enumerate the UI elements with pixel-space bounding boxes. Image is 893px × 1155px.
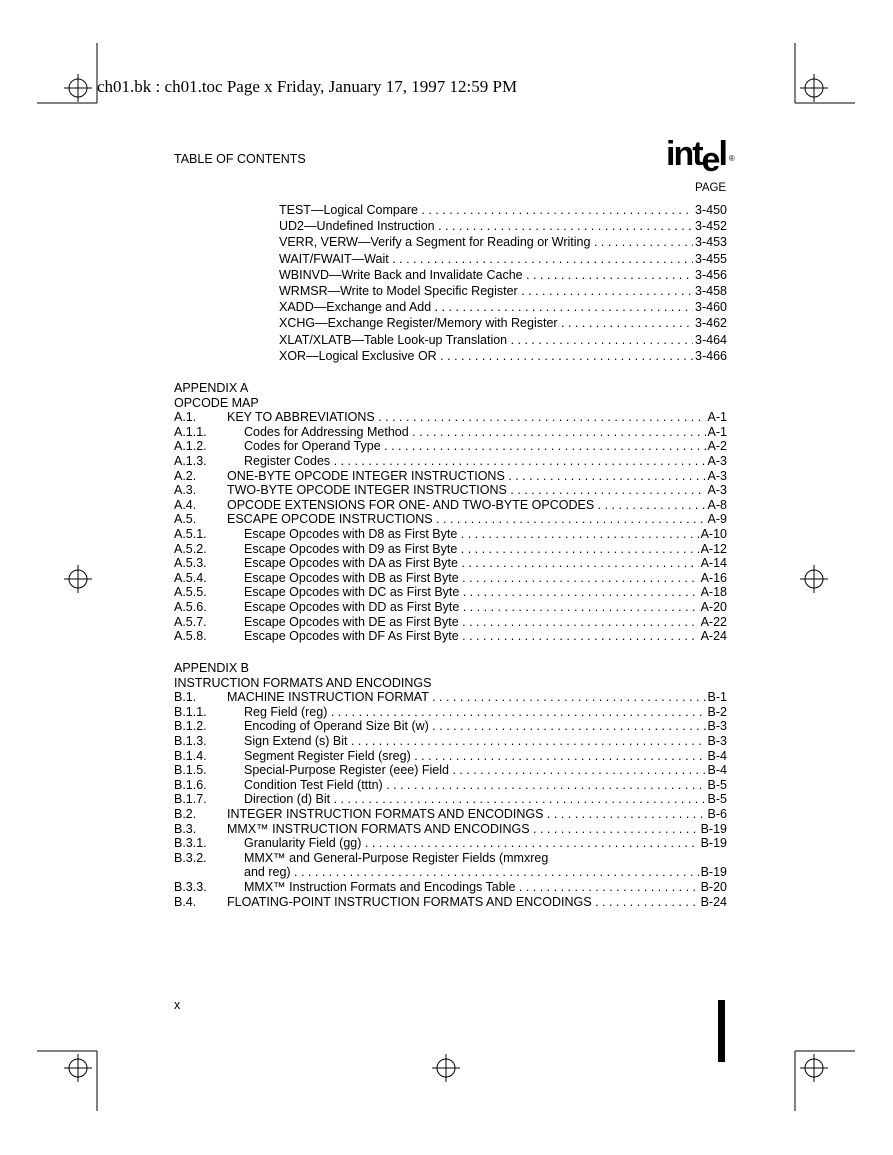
toc-entry-page: A-3 bbox=[707, 483, 727, 498]
toc-entry[interactable] bbox=[174, 425, 727, 440]
toc-entry[interactable] bbox=[279, 235, 727, 250]
toc-entry[interactable] bbox=[174, 807, 727, 822]
toc-entry-title: and reg) . . . bbox=[244, 865, 727, 880]
toc-entry-number: B.1.4. bbox=[174, 748, 207, 763]
file-header: ch01.bk : ch01.toc Page x Friday, January 17, 1997 12:59 PM bbox=[97, 77, 518, 96]
toc-entry-title: Register Codes . . . bbox=[244, 454, 727, 469]
toc-entry-title: Segment Register Field (sreg) . . . bbox=[244, 749, 727, 764]
toc-entry-title: Codes for Operand Type . . . bbox=[244, 439, 727, 454]
toc-entry[interactable] bbox=[279, 284, 727, 299]
toc-entry-page: A-18 bbox=[700, 585, 727, 600]
appendix-subheading: OPCODE MAP bbox=[174, 395, 259, 410]
toc-entry-number: A.5.3. bbox=[174, 556, 207, 571]
toc-entry-page: 3-460 bbox=[695, 300, 727, 315]
toc-entry[interactable] bbox=[279, 252, 727, 267]
toc-entry[interactable] bbox=[174, 822, 727, 837]
toc-entry-page: B-6 bbox=[707, 807, 727, 821]
toc-entry-title: MMX™ Instruction Formats and Encodings Table . . . bbox=[244, 880, 727, 895]
toc-entry[interactable] bbox=[279, 333, 727, 348]
toc-title: TABLE OF CONTENTS bbox=[174, 152, 306, 166]
toc-entry-page: B-1 bbox=[707, 690, 727, 705]
toc-entry-title: Codes for Addressing Method . . . bbox=[244, 425, 727, 440]
toc-entry-title: Direction (d) Bit . . . bbox=[244, 792, 727, 807]
toc-entry-page: 3-453 bbox=[695, 235, 727, 250]
toc-entry-title: Sign Extend (s) Bit . . . bbox=[244, 734, 727, 749]
toc-entry-number: B.1.1. bbox=[174, 704, 207, 719]
toc-entry-number: B.1.6. bbox=[174, 777, 207, 792]
toc-entry-title: Granularity Field (gg) . . . bbox=[244, 836, 727, 851]
toc-entry-number: A.3. bbox=[174, 483, 197, 498]
toc-entry-number: A.1. bbox=[174, 410, 197, 425]
toc-entry-page: A-16 bbox=[700, 570, 727, 585]
toc-entry-title: FLOATING-POINT INSTRUCTION FORMATS AND ENCODINGS . . . bbox=[227, 895, 727, 910]
toc-entry-title: Encoding of Operand Size Bit (w) . . . bbox=[244, 719, 727, 734]
toc-entry[interactable] bbox=[174, 615, 727, 630]
toc-entry-number: A.5.1. bbox=[174, 527, 207, 541]
toc-entry[interactable] bbox=[174, 836, 727, 851]
toc-entry-page: 3-455 bbox=[695, 251, 727, 266]
toc-entry[interactable] bbox=[174, 600, 727, 615]
toc-entry[interactable] bbox=[174, 734, 727, 749]
toc-entry[interactable] bbox=[174, 880, 727, 895]
toc-entry-page: A-1 bbox=[707, 424, 727, 439]
toc-entry[interactable] bbox=[174, 763, 727, 778]
toc-entry-title: WAIT/FWAIT—Wait . . . bbox=[279, 252, 727, 267]
toc-entry[interactable] bbox=[174, 469, 727, 484]
toc-entry-title: Condition Test Field (tttn) . . . bbox=[244, 778, 727, 793]
toc-entry-number: B.3.2. bbox=[174, 850, 207, 865]
toc-entry[interactable] bbox=[174, 719, 727, 734]
toc-entry-title: Escape Opcodes with DE as First Byte . . . bbox=[244, 615, 727, 630]
toc-entry-title: WBINVD—Write Back and Invalidate Cache . . . bbox=[279, 268, 727, 283]
toc-entry-page: A-12 bbox=[700, 541, 727, 556]
toc-entry-number: A.5.5. bbox=[174, 585, 207, 600]
toc-entry-title: XADD—Exchange and Add . . . bbox=[279, 300, 727, 315]
toc-entry[interactable] bbox=[174, 542, 727, 557]
toc-entry-title: Escape Opcodes with D9 as First Byte . . . bbox=[244, 542, 727, 557]
toc-entry-number: B.3. bbox=[174, 821, 197, 836]
appendix-heading: APPENDIX A bbox=[174, 381, 249, 395]
toc-entry-title: Escape Opcodes with DB as First Byte . . . bbox=[244, 571, 727, 586]
toc-entry[interactable] bbox=[279, 300, 727, 315]
toc-entry-page: B-19 bbox=[700, 836, 727, 851]
toc-entry-number: A.5.7. bbox=[174, 614, 207, 629]
toc-entry-page: A-14 bbox=[700, 556, 727, 571]
toc-entry-number: A.5.2. bbox=[174, 541, 207, 556]
toc-entry[interactable] bbox=[174, 571, 727, 586]
toc-entry-page: B-19 bbox=[700, 865, 727, 880]
toc-entry-title: Escape Opcodes with DC as First Byte . . . bbox=[244, 585, 727, 600]
toc-entry-title: XCHG—Exchange Register/Memory with Register . . . bbox=[279, 316, 727, 331]
toc-entry-number: A.1.3. bbox=[174, 454, 207, 468]
toc-entry[interactable] bbox=[279, 219, 727, 234]
toc-entry-number: A.5. bbox=[174, 512, 197, 527]
toc-entry-number: A.5.6. bbox=[174, 600, 207, 614]
toc-entry-number: B.1. bbox=[174, 690, 197, 705]
toc-entry-page: B-5 bbox=[707, 777, 727, 792]
toc-entry-number: A.5.8. bbox=[174, 629, 207, 644]
toc-entry-page: B-5 bbox=[707, 792, 727, 807]
toc-entry-page: A-3 bbox=[707, 454, 727, 468]
toc-entry-page: A-8 bbox=[707, 497, 727, 512]
toc-entry-number: A.2. bbox=[174, 468, 197, 483]
toc-entry-title: KEY TO ABBREVIATIONS . . . bbox=[227, 410, 727, 425]
toc-entry-page: B-2 bbox=[707, 704, 727, 719]
toc-entry[interactable] bbox=[279, 316, 727, 331]
toc-entry-number: A.1.2. bbox=[174, 439, 207, 454]
toc-entry-title: ESCAPE OPCODE INSTRUCTIONS . . . bbox=[227, 512, 727, 527]
toc-entry[interactable] bbox=[279, 203, 727, 218]
toc-entry[interactable] bbox=[174, 498, 727, 513]
toc-entry-page: 3-452 bbox=[695, 219, 727, 234]
page-column-label: PAGE bbox=[695, 182, 727, 194]
toc-entry-number: B.3.1. bbox=[174, 836, 207, 851]
toc-entry-page: 3-462 bbox=[695, 316, 727, 331]
toc-entry[interactable] bbox=[174, 439, 727, 454]
toc-entry-title: MMX™ INSTRUCTION FORMATS AND ENCODINGS . . . bbox=[227, 822, 727, 837]
toc-entry-page: B-4 bbox=[707, 748, 727, 763]
toc-entry[interactable] bbox=[174, 895, 727, 910]
toc-entry[interactable] bbox=[174, 556, 727, 571]
toc-entry-page: A-10 bbox=[700, 527, 727, 541]
toc-entry-number: A.4. bbox=[174, 497, 197, 512]
toc-entry-title: Escape Opcodes with DA as First Byte . . . bbox=[244, 556, 727, 571]
toc-entry[interactable] bbox=[174, 629, 727, 644]
toc-entry-number: B.1.5. bbox=[174, 763, 207, 778]
toc-entry[interactable] bbox=[174, 851, 727, 866]
toc-entry-number: B.1.3. bbox=[174, 734, 207, 748]
toc-entry[interactable] bbox=[279, 268, 727, 283]
toc-entry-page: B-20 bbox=[700, 880, 727, 894]
toc-entry-page: A-24 bbox=[700, 629, 727, 644]
toc-entry-title: XOR—Logical Exclusive OR . . . bbox=[279, 349, 727, 364]
toc-entry[interactable] bbox=[174, 778, 727, 793]
toc-entry-page: 3-450 bbox=[695, 203, 727, 217]
toc-entry-number: B.4. bbox=[174, 894, 197, 909]
toc-entry-title: Reg Field (reg) . . . bbox=[244, 705, 727, 720]
toc-entry-page: A-20 bbox=[700, 600, 727, 614]
toc-entry[interactable] bbox=[279, 349, 727, 364]
toc-entry-title: ONE-BYTE OPCODE INTEGER INSTRUCTIONS . . . bbox=[227, 469, 727, 484]
toc-entry-title: TEST—Logical Compare . . . bbox=[279, 203, 727, 218]
toc-entry[interactable] bbox=[174, 454, 727, 469]
toc-entry-title: INTEGER INSTRUCTION FORMATS AND ENCODINGS . . . bbox=[227, 807, 727, 822]
toc-entry-title: TWO-BYTE OPCODE INTEGER INSTRUCTIONS . . . bbox=[227, 483, 727, 498]
toc-entry-title: Special-Purpose Register (eee) Field . . . bbox=[244, 763, 727, 778]
toc-entry-title: OPCODE EXTENSIONS FOR ONE- AND TWO-BYTE OPCODES . . . bbox=[227, 498, 727, 513]
toc-entry-page: 3-456 bbox=[695, 267, 727, 282]
toc-entry-page: A-9 bbox=[707, 512, 727, 527]
toc-entry-title: MACHINE INSTRUCTION FORMAT . . . bbox=[227, 690, 727, 705]
toc-entry[interactable] bbox=[174, 690, 727, 705]
toc-entry-number: B.2. bbox=[174, 807, 197, 821]
toc-entry-title: UD2—Undefined Instruction . . . bbox=[279, 219, 727, 234]
toc-entry-title: MMX™ and General-Purpose Register Fields (mmxreg bbox=[244, 850, 549, 865]
intel-logo: intel ® bbox=[666, 135, 735, 179]
toc-entry-number: B.1.7. bbox=[174, 792, 207, 807]
toc-entry[interactable] bbox=[174, 483, 727, 498]
toc-entry-page: A-1 bbox=[707, 410, 727, 425]
toc-entry-page: B-19 bbox=[700, 821, 727, 836]
toc-entry[interactable] bbox=[174, 512, 727, 527]
toc-entry-page: B-4 bbox=[707, 763, 727, 778]
toc-entry[interactable] bbox=[174, 749, 727, 764]
toc-entry-page: A-3 bbox=[707, 468, 727, 483]
appendix-subheading: INSTRUCTION FORMATS AND ENCODINGS bbox=[174, 675, 432, 690]
toc-entry-title: XLAT/XLATB—Table Look-up Translation . . . bbox=[279, 333, 727, 348]
toc-entry-page: B-24 bbox=[700, 894, 727, 909]
toc-entry[interactable] bbox=[174, 792, 727, 807]
toc-entry-title: Escape Opcodes with DD as First Byte . . . bbox=[244, 600, 727, 615]
page-number: x bbox=[174, 998, 181, 1012]
appendix-heading: APPENDIX B bbox=[174, 661, 250, 675]
toc-entry[interactable] bbox=[174, 705, 727, 720]
toc-entry-number: A.1.1. bbox=[174, 424, 207, 439]
toc-entry-continuation[interactable] bbox=[174, 865, 727, 880]
toc-entry-page: 3-466 bbox=[695, 348, 727, 363]
toc-entry-title: WRMSR—Write to Model Specific Register . . . bbox=[279, 284, 727, 299]
toc-entry-title: Escape Opcodes with D8 as First Byte . . . bbox=[244, 527, 727, 542]
toc-entry-title: VERR, VERW—Verify a Segment for Reading or Writing . . . bbox=[279, 235, 727, 250]
toc-entry-number: A.5.4. bbox=[174, 570, 207, 585]
toc-entry-page: B-3 bbox=[707, 719, 727, 734]
toc-entry[interactable] bbox=[174, 585, 727, 600]
toc-entry-number: B.1.2. bbox=[174, 719, 207, 734]
toc-entry[interactable] bbox=[174, 410, 727, 425]
toc-entry-number: B.3.3. bbox=[174, 880, 207, 894]
toc-entry-page: B-3 bbox=[707, 734, 727, 748]
toc-entry-page: 3-464 bbox=[695, 332, 727, 347]
toc-entry-page: A-22 bbox=[700, 614, 727, 629]
toc-entry-page: A-2 bbox=[707, 439, 727, 454]
toc-entry-page: 3-458 bbox=[695, 284, 727, 298]
toc-entry-title: Escape Opcodes with DF As First Byte . . . bbox=[244, 629, 727, 644]
toc-entry[interactable] bbox=[174, 527, 727, 542]
change-bar bbox=[718, 1000, 725, 1062]
